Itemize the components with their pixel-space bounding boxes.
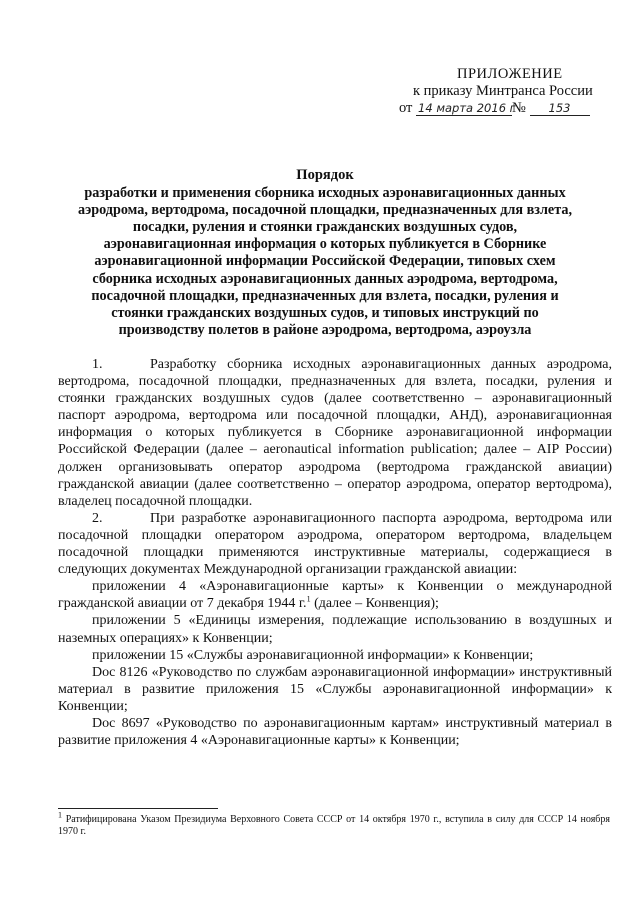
paragraph-number: 1.: [92, 357, 103, 372]
appendix-date-line: [399, 100, 605, 117]
document-body: [58, 356, 612, 749]
paragraph-text: Разработку сборника исходных аэронавигационных данных аэродрома, вертодрома, посадочной площадки, предназначенных для взлета, посадки, руления и стоянки гражданских воздушных судов (далее соответственно – аэронавигационный паспорт аэродрома, вертодрома или посадочной площадки, АНД), аэронавигационная информация о которых публикуется в Сборнике аэронавигационной информации Российской Федерации (далее – aeronautical information publication; далее – AIP России) должен организовывать оператор аэродрома (вертодрома гражданской авиации) гражданской авиации (далее соответственно – оператор аэродрома, оператор вертодрома), владелец посадочной площадки.: [58, 357, 612, 509]
title-line: аэронавигационная информация о которых публикуется в Сборнике: [103, 236, 547, 253]
title-line: аэродрома, вертодрома, посадочной площадки, предназначенных для взлета,: [77, 202, 572, 219]
paragraph-2: [58, 510, 612, 578]
title-line: стоянки гражданских воздушных судов, и типовых инструкций по: [111, 304, 539, 321]
document-title: [55, 167, 595, 339]
title-line: производству полетов в районе аэродрома, вертодрома, аэроузла: [118, 321, 532, 338]
paragraph-text: При разработке аэронавигационного паспорта аэродрома, вертодрома или посадочной площадки оператором аэродрома, оператором вертодрома, владельцем посадочной площадки применяются инструктивные материалы, содержащиеся в следующих документах Международной организации гражданской авиации:: [58, 510, 612, 578]
list-item-doc-8126: Doc 8126 «Руководство по службам аэронавигационной информации» инструктивный материал в развитие приложения 15 «Службы аэронавигационной информации» к Конвенции;: [58, 664, 612, 714]
handwritten-number: 153: [530, 101, 590, 116]
list-item-doc-8697: Doc 8697 «Руководство по аэронавигационным картам» инструктивный материал в развитие приложения 4 «Аэронавигационные карты» к Конвенции;: [58, 715, 612, 749]
footnote-text: Ратифицирована Указом Президиума Верховного Совета СССР от 14 октября 1970 г., вступила в силу для СССР 14 ноября 1970 г.: [58, 814, 610, 837]
title-line: аэронавигационной информации Российской Федерации, типовых схем: [94, 253, 556, 270]
footnote-separator: [58, 808, 218, 809]
handwritten-date: 14 марта 2016 г: [418, 101, 516, 115]
title-line: посадки, руления и стоянки гражданских воздушных судов,: [132, 219, 518, 236]
paragraph-number: 2.: [92, 510, 103, 526]
appendix-title: ПРИЛОЖЕНИЕ: [457, 66, 563, 82]
date-prefix: от: [399, 100, 413, 116]
title-heading: Порядок: [296, 167, 354, 183]
number-prefix: №: [512, 100, 526, 116]
approval-block: [395, 66, 605, 117]
title-line: посадочной площадки, предназначенных для взлета, посадки, руления и: [91, 287, 559, 304]
list-item-annex-5: приложении 5 «Единицы измерения, подлежащие использованию в воздушных и наземных операциях» к Конвенции;: [58, 613, 612, 646]
footnote: [58, 810, 610, 838]
paragraph-1: [58, 356, 612, 510]
footnote-mark: 1: [58, 810, 62, 820]
footnote-ref: 1: [306, 594, 311, 604]
title-line: разработки и применения сборника исходных аэронавигационных данных: [84, 185, 566, 202]
appendix-order-ref: к приказу Минтранса России: [413, 83, 593, 99]
title-line: сборника исходных аэронавигационных данных аэродрома, вертодрома,: [92, 270, 558, 287]
list-item-annex-4: приложении 4 «Аэронавигационные карты» к Конвенции о международной гражданской авиации от 7 декабря 1944 г.$^1$ (далее – Конвенция);: [58, 579, 612, 612]
list-item-annex-15: приложении 15 «Службы аэронавигационной информации» к Конвенции;: [92, 647, 534, 663]
